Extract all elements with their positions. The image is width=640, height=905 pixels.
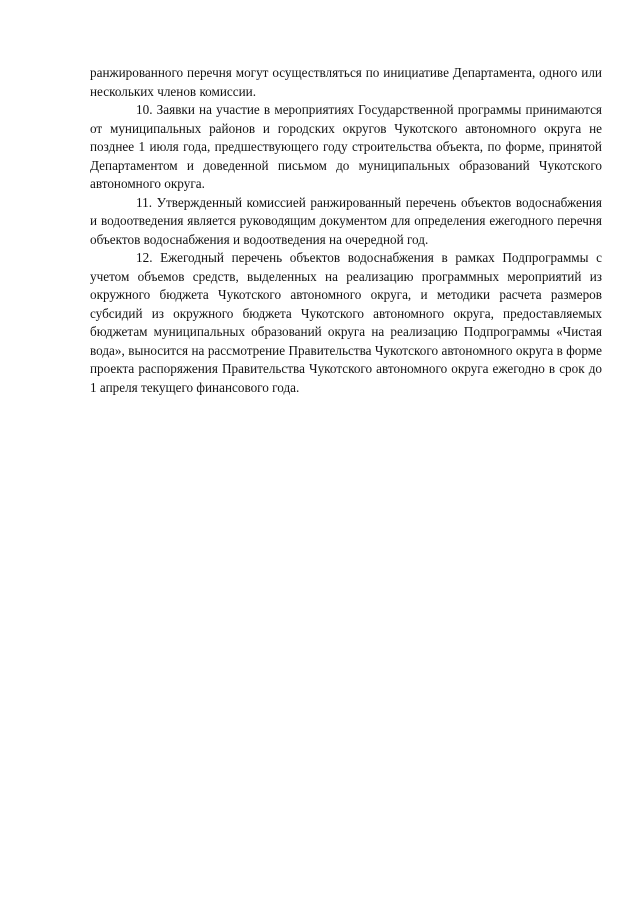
document-page xyxy=(90,64,602,397)
paragraph-item-10: 10. Заявки на участие в мероприятиях Государственной программы принимаются от муниципальных районов и городских округов Чукотского автономного округа не позднее 1 июля года, предшествующего году строительства объекта, по форме, принятой Департаментом и доведенной письмом до муниципальных образований Чукотского автономного округа. xyxy=(90,102,602,191)
paragraph-continuation: ранжированного перечня могут осуществляться по инициативе Департамента, одного или нескольких членов комиссии. xyxy=(90,65,602,99)
paragraph-item-12: 12. Ежегодный перечень объектов водоснабжения в рамках Подпрограммы с учетом объемов средств, выделенных на реализацию программных мероприятий из окружного бюджета Чукотского автономного округа, и методики расчета размеров субсидий из окружного бюджета Чукотского автономного округа, предоставляемых бюджетам муниципальных образований округа на реализацию Подпрограммы «Чистая вода», выносится на рассмотрение Правительства Чукотского автономного округа в форме проекта распоряжения Правительства Чукотского автономного округа ежегодно в срок до 1 апреля текущего финансового года. xyxy=(90,250,602,395)
paragraph-item-11: 11. Утвержденный комиссией ранжированный перечень объектов водоснабжения и водоотведения является руководящим документом для определения ежегодного перечня объектов водоснабжения и водоотведения на очередной год. xyxy=(90,194,602,247)
